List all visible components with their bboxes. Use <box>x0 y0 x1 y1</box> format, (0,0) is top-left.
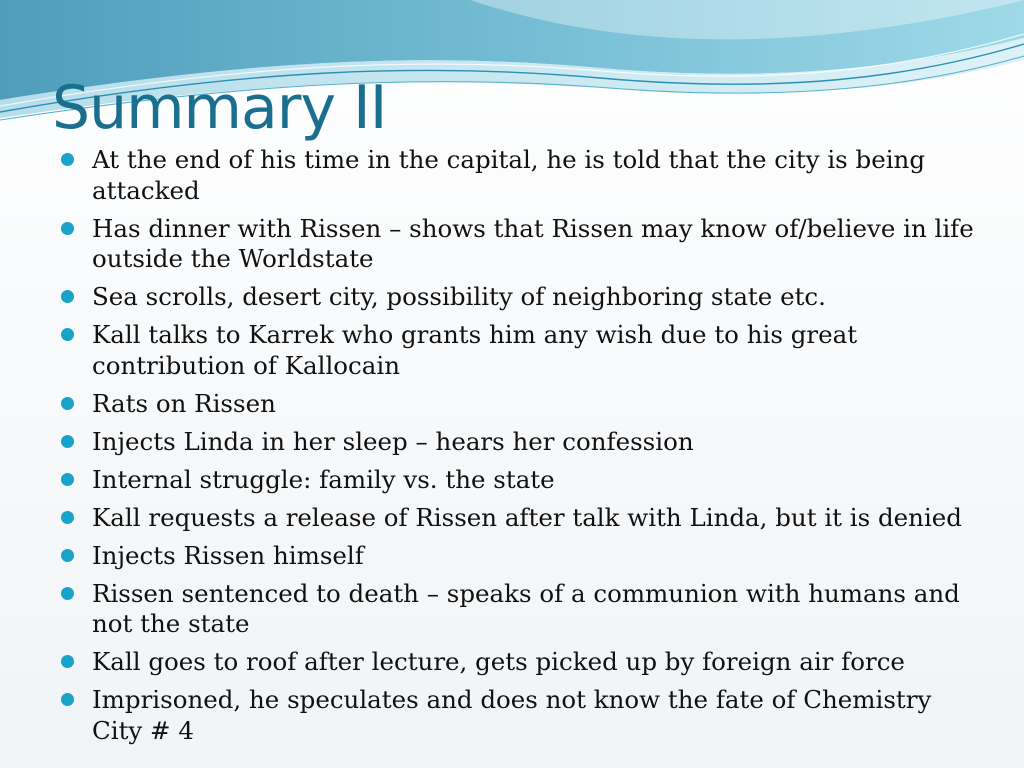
bullet-icon <box>61 549 74 562</box>
bullet-text: Imprisoned, he speculates and does not know the fate of Chemistry City # 4 <box>92 685 932 745</box>
bullet-text: Internal struggle: family vs. the state <box>92 464 555 494</box>
bullet-item <box>60 282 980 313</box>
bullet-icon <box>61 153 74 166</box>
bullet-text: Kall goes to roof after lecture, gets picked up by foreign air force <box>92 647 905 676</box>
bullet-text: Kall talks to Karrek who grants him any wish due to his great contribution of Kallocain <box>92 320 858 380</box>
bullet-icon <box>61 511 74 524</box>
bullet-icon <box>61 693 74 706</box>
bullet-icon <box>61 655 74 668</box>
bullet-item <box>60 214 980 275</box>
bullet-item <box>60 145 980 206</box>
bullet-icon <box>61 397 74 410</box>
bullet-item <box>60 427 980 458</box>
bullet-text: Kall requests a release of Rissen after talk with Linda, but it is denied <box>92 502 962 532</box>
bullet-text: Injects Rissen himself <box>92 540 364 570</box>
bullet-icon <box>61 435 74 448</box>
bullet-item <box>60 541 980 572</box>
bullet-icon <box>61 473 74 486</box>
bullet-text: Rissen sentenced to death – speaks of a communion with humans and not the state <box>92 578 960 638</box>
bullet-text: At the end of his time in the capital, he is told that the city is being attacked <box>92 145 926 205</box>
bullet-text: Injects Linda in her sleep – hears her confession <box>92 426 694 456</box>
bullet-text: Sea scrolls, desert city, possibility of neighboring state etc. <box>92 282 826 311</box>
bullet-item <box>60 647 980 678</box>
bullet-icon <box>61 587 74 600</box>
bullet-icon <box>61 290 74 303</box>
bullet-item <box>60 503 980 534</box>
bullet-item <box>60 389 980 420</box>
bullet-text: Has dinner with Rissen – shows that Rissen may know of/believe in life outside the Worldstate <box>92 213 974 273</box>
bullet-item <box>60 465 980 496</box>
bullet-list <box>60 145 980 754</box>
slide-title: Summary II <box>52 73 387 143</box>
bullet-text: Rats on Rissen <box>92 388 276 418</box>
bullet-item <box>60 579 980 640</box>
bullet-item <box>60 320 980 381</box>
bullet-icon <box>61 222 74 235</box>
bullet-icon <box>61 328 74 341</box>
bullet-item <box>60 685 980 746</box>
